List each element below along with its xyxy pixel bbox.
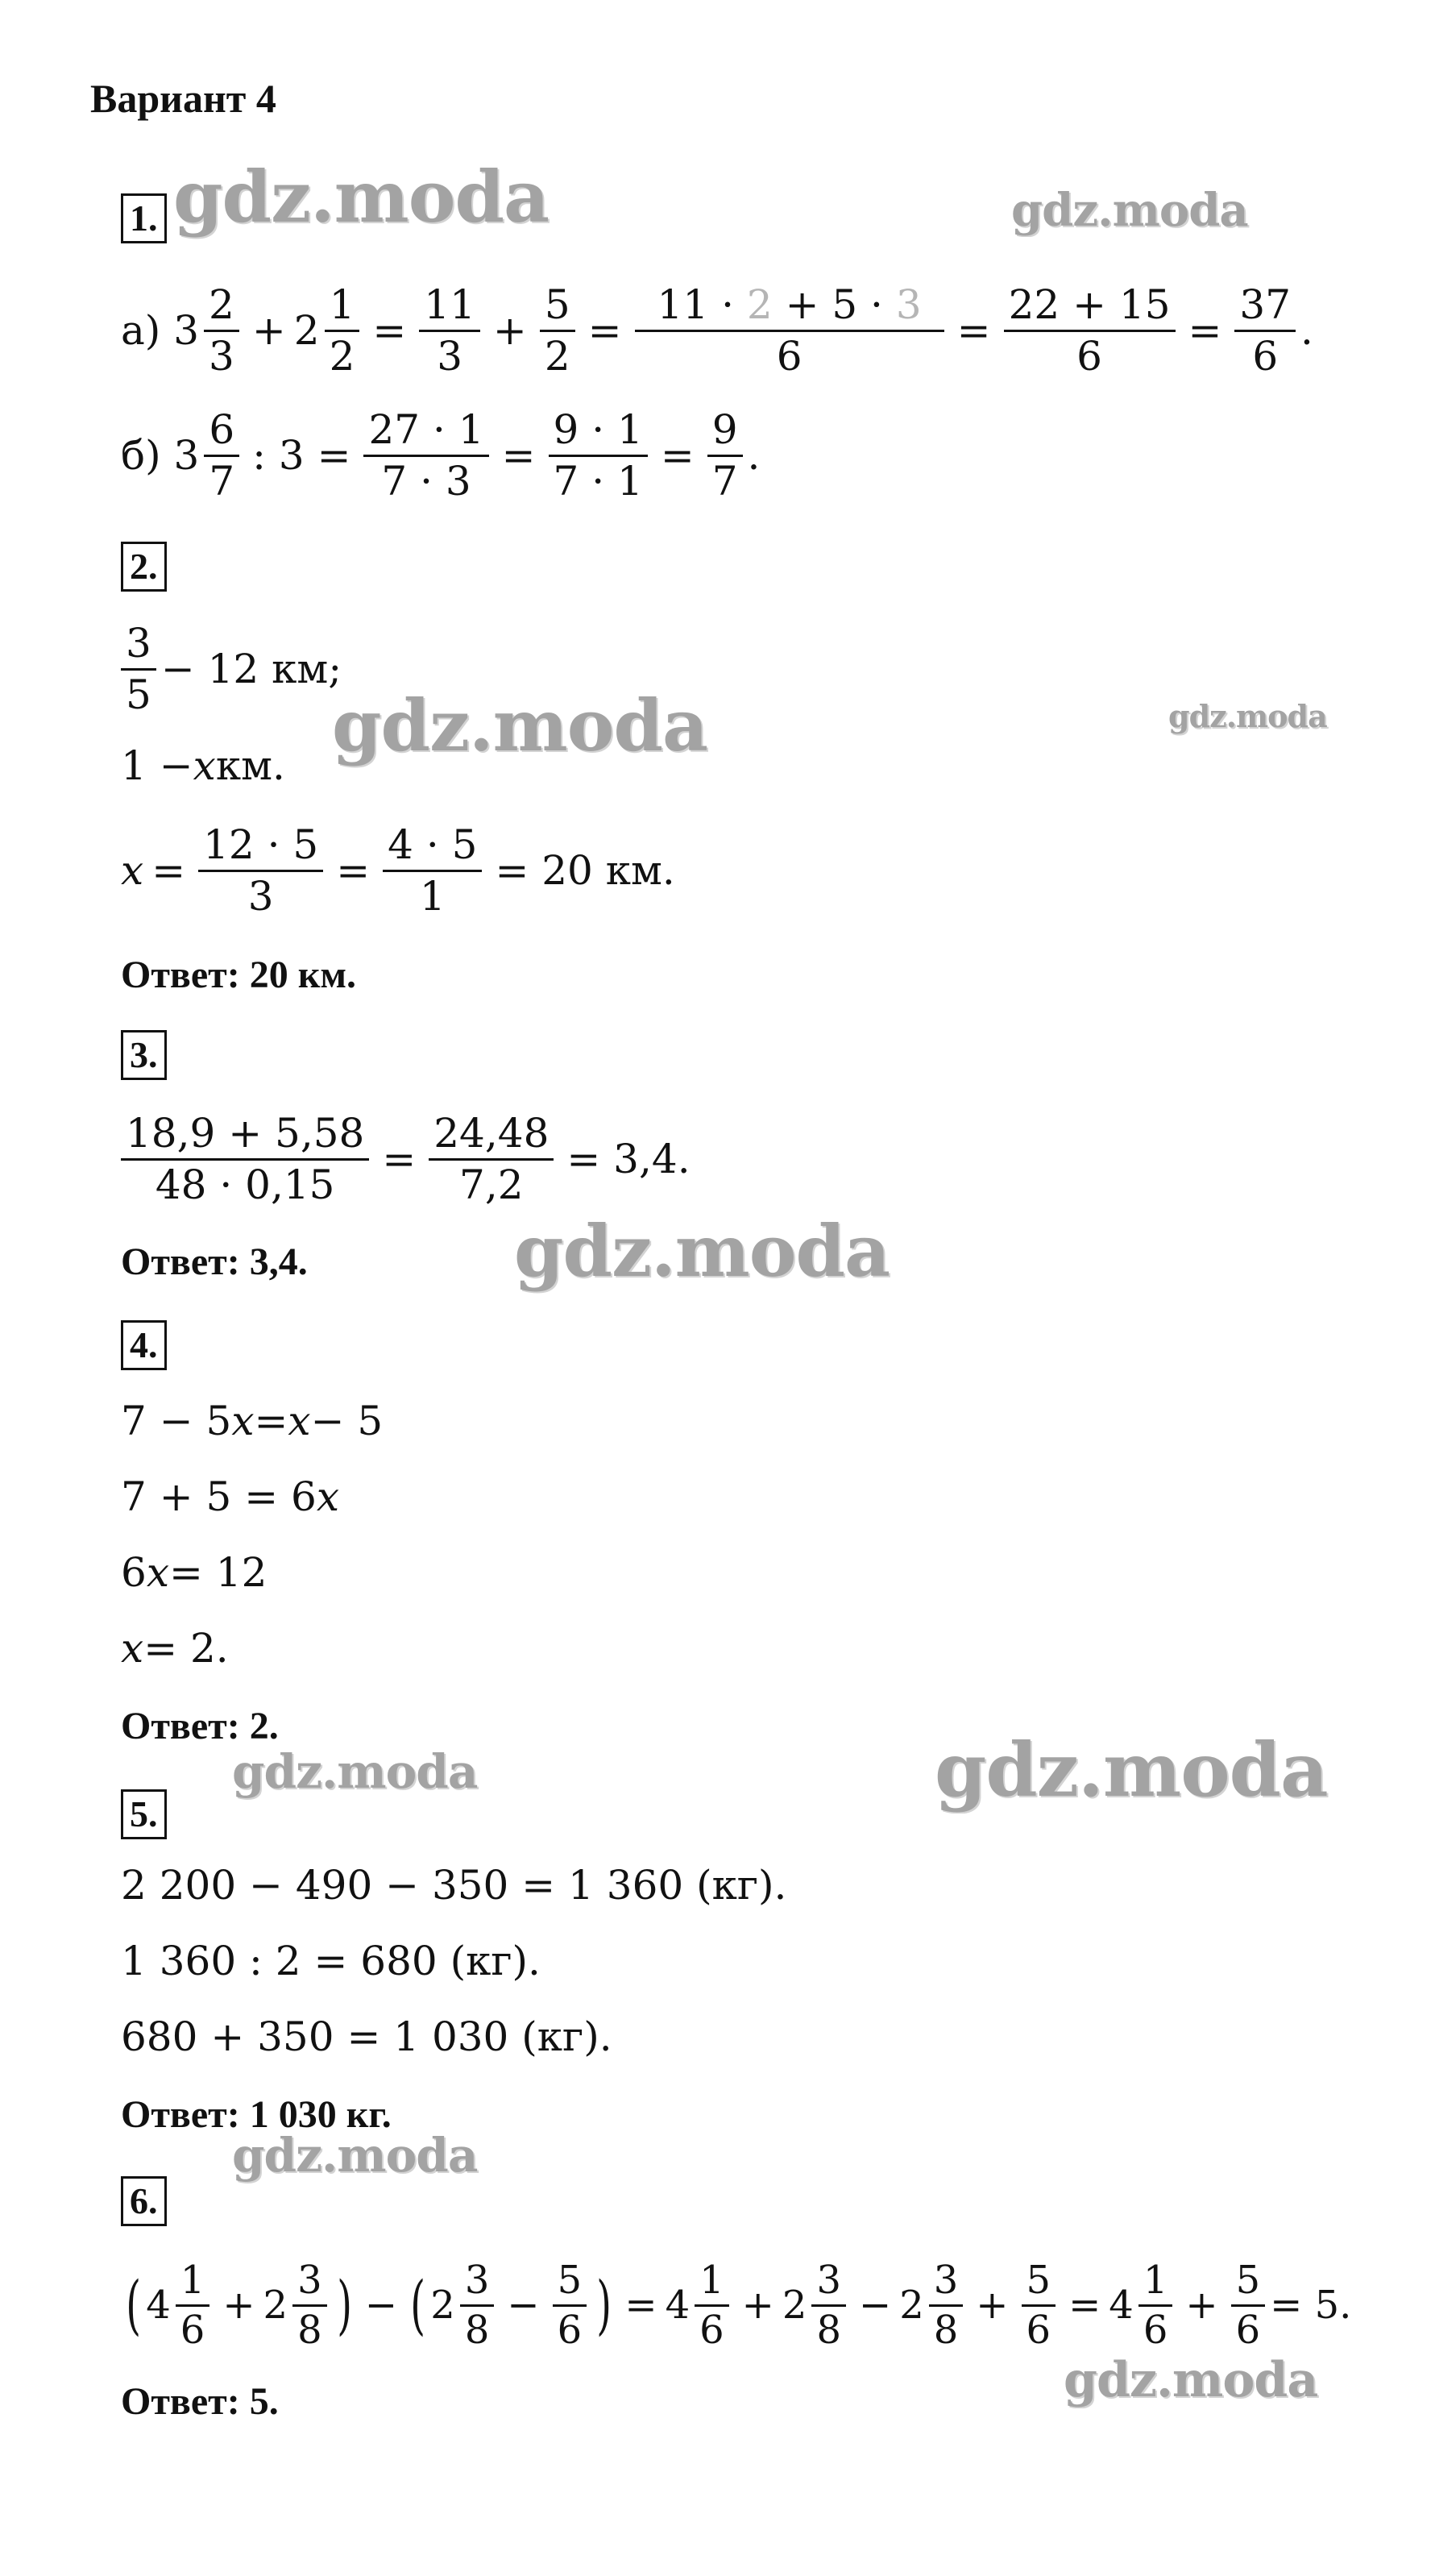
fraction: $\frac{11 \cdot 2 + 5 \cdot 3}{6}$ xyxy=(635,284,944,377)
watermark: gdz.moda xyxy=(935,1726,1328,1814)
fraction: $\frac{2}{3}$ xyxy=(204,284,239,377)
whole: 3 xyxy=(173,307,200,354)
task-number-6: 6. xyxy=(121,2176,167,2226)
watermark: gdz.moda xyxy=(232,1744,478,1799)
fraction: $\frac{27 \cdot 1}{7 \cdot 3}$ xyxy=(363,409,488,502)
watermark: gdz.moda xyxy=(332,683,708,767)
task2-line-2: 1 − x км. xyxy=(121,742,285,789)
task5-answer: Ответ: 1 030 кг. xyxy=(121,2093,392,2136)
variant-title: Вариант 4 xyxy=(90,76,276,121)
watermark: gdz.moda xyxy=(514,1209,890,1293)
task5-line-1: 2 200 − 490 − 350 = 1 360 (кг). xyxy=(121,1862,787,1909)
watermark: gdz.moda xyxy=(232,2128,478,2183)
task2-line-1: $\frac{3}{5}$ − 12 км; xyxy=(121,621,342,717)
task6-answer: Ответ: 5. xyxy=(121,2380,279,2423)
watermark: gdz.moda xyxy=(1064,2352,1318,2408)
watermark: gdz.moda xyxy=(173,155,550,239)
task2-line-3: x = $\frac{12 \cdot 5}{3}$ = $\frac{4 \cdot 5}{1}$ = 20 км. xyxy=(121,821,675,920)
task4-line-2: 7 + 5 = 6 x xyxy=(121,1473,340,1520)
fraction: $\frac{11}{3}$ xyxy=(419,284,480,377)
task-number-1: 1. xyxy=(121,193,167,243)
task3-answer: Ответ: 3,4. xyxy=(121,1240,308,1283)
task-number-3: 3. xyxy=(121,1030,167,1080)
fraction: $\frac{3}{5}$ xyxy=(121,622,156,716)
task5-line-3: 680 + 350 = 1 030 (кг). xyxy=(121,2013,612,2060)
label-a: а) xyxy=(121,307,161,354)
task4-answer: Ответ: 2. xyxy=(121,1705,279,1747)
task6-line-1: ( 4 $\frac{1}{6}$ + 2 $\frac{3}{8}$ ) − ( 2 $\frac{3}{8}$ − $\frac{5}{6}$ ) = 4 $\frac{1}{6}$ + 2 $\frac{3}{8}$ − 2 $\frac{3}{8}$ + $\frac{5}{6}$ = 4 $\frac{1}{6}$ + $\frac{5}{6}$ = 5. xyxy=(126,2258,1352,2353)
fraction: $\frac{9}{7}$ xyxy=(707,409,743,502)
watermark: gdz.moda xyxy=(1168,698,1327,734)
task1-line-b: б) 3 $\frac{6}{7}$ : 3 = $\frac{27 \cdot 1}{7 \cdot 3}$ = $\frac{9 \cdot 1}{7 \cdot 1}$ = $\frac{9}{7}$ . xyxy=(121,406,761,505)
task4-line-3: 6 x = 12 xyxy=(121,1549,268,1596)
fraction: $\frac{9 \cdot 1}{7 \cdot 1}$ xyxy=(549,409,648,502)
task2-answer: Ответ: 20 км. xyxy=(121,954,357,996)
task4-line-4: x = 2. xyxy=(121,1625,229,1672)
fraction: $\frac{5}{2}$ xyxy=(540,284,575,377)
task4-line-1: 7 − 5 x = x − 5 xyxy=(121,1398,384,1444)
label-b: б) xyxy=(121,432,161,479)
task-number-4: 4. xyxy=(121,1320,167,1370)
task-number-5: 5. xyxy=(121,1789,167,1839)
watermark: gdz.moda xyxy=(1011,184,1248,237)
task3-line-1: $\frac{18,9 + 5,58}{48 \cdot 0,15}$ = $\frac{24,48}{7,2}$ = 3,4. xyxy=(121,1103,691,1215)
fraction: $\frac{24,48}{7,2}$ xyxy=(429,1112,554,1206)
fraction: $\frac{4 \cdot 5}{1}$ xyxy=(383,824,482,917)
fraction: $\frac{6}{7}$ xyxy=(204,409,239,502)
task-number-2: 2. xyxy=(121,542,167,592)
fraction: $\frac{18,9 + 5,58}{48 \cdot 0,15}$ xyxy=(121,1112,369,1206)
fraction: $\frac{22 + 15}{6}$ xyxy=(1004,284,1176,377)
fraction: $\frac{12 \cdot 5}{3}$ xyxy=(198,824,323,917)
task5-line-2: 1 360 : 2 = 680 (кг). xyxy=(121,1938,541,1984)
fraction: $\frac{1}{2}$ xyxy=(325,284,360,377)
task1-line-a: а) 3 $\frac{2}{3}$ + 2 $\frac{1}{2}$ = $\frac{11}{3}$ + $\frac{5}{2}$ = $\frac{11 \cdot 2 + 5 \cdot 3}{6}$ = $\frac{22 + 15}{6}$ = $\frac{37}{6}$ . xyxy=(121,281,1313,380)
fraction: $\frac{37}{6}$ xyxy=(1234,284,1296,377)
